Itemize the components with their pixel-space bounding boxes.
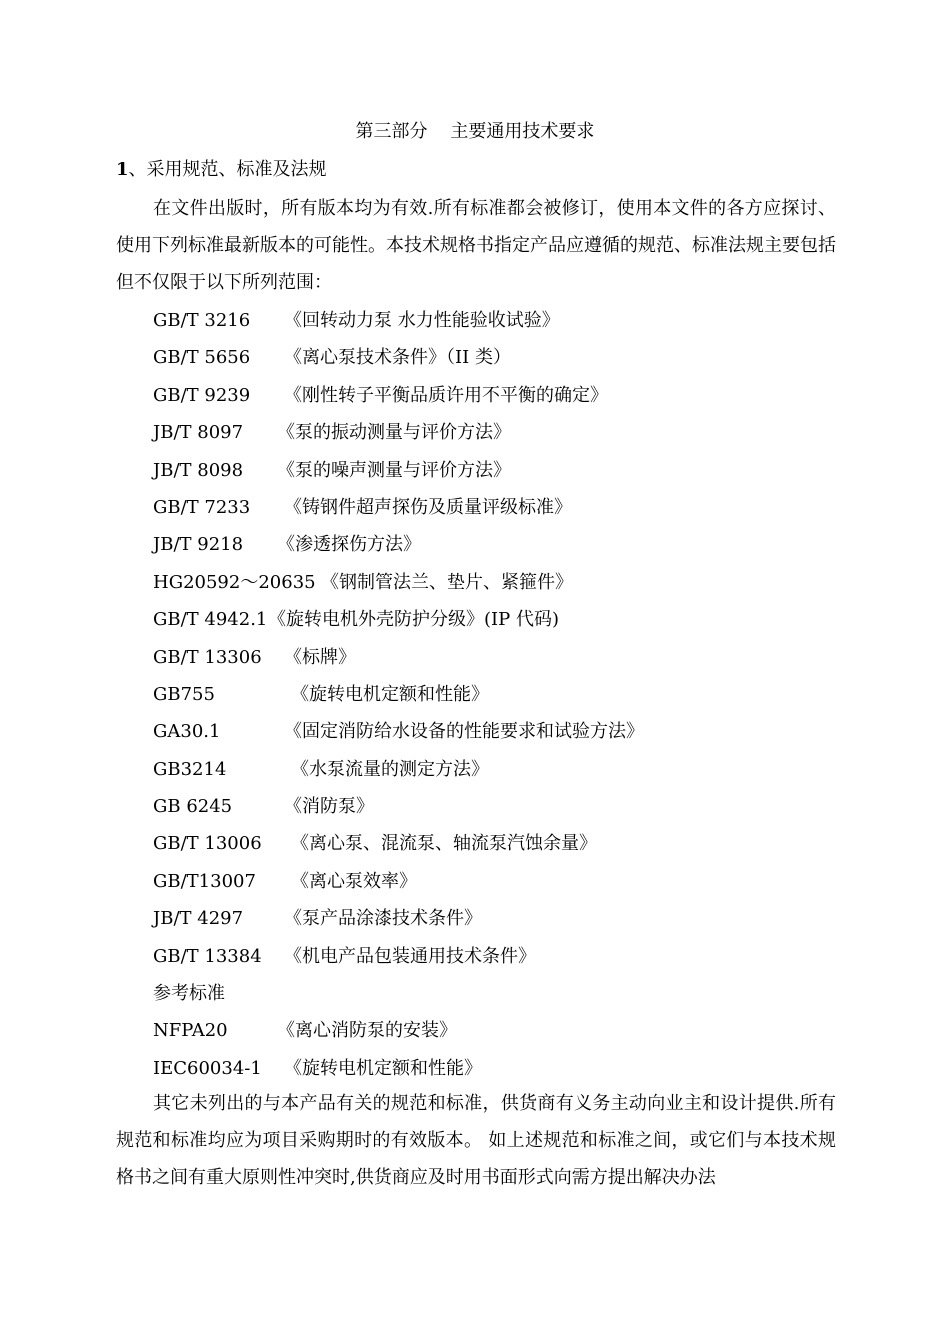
standard-name: 《渗透探伤方法》 bbox=[277, 534, 421, 556]
standard-item bbox=[153, 1050, 793, 1087]
standard-item bbox=[153, 639, 793, 676]
standard-code: GB/T 5656 bbox=[153, 347, 251, 369]
reference-label: 参考标准 bbox=[153, 983, 225, 1005]
standard-item bbox=[153, 751, 793, 788]
standard-name: 《钢制管法兰、垫片、紧箍件》 bbox=[321, 571, 573, 593]
standard-name: 《消防泵》 bbox=[284, 796, 374, 818]
standards-list bbox=[153, 302, 793, 1087]
intro-paragraph: 在文件出版时，所有版本均为有效.所有标准都会被修订，使用本文件的各方应探讨、使用下列标准最新版本的可能性。本技术规格书指定产品应遵循的规范、标准法规主要包括但不仅限于以下所列范围： bbox=[116, 198, 836, 293]
standard-name: 《旋转电机定额和性能》 bbox=[284, 1057, 482, 1079]
reference-standards-label bbox=[153, 975, 793, 1012]
standard-name: 《固定消防给水设备的性能要求和试验方法》 bbox=[284, 721, 644, 743]
standard-name: 《离心消防泵的安装》 bbox=[277, 1020, 457, 1042]
standard-code: GB755 bbox=[153, 683, 215, 705]
standard-code: NFPA20 bbox=[153, 1020, 228, 1042]
standard-name: 《旋转电机外壳防护分级》(IP 代码) bbox=[268, 609, 559, 631]
section-heading bbox=[116, 158, 327, 182]
standard-name: 《离心泵、混流泵、轴流泵汽蚀余量》 bbox=[291, 833, 597, 855]
standard-item bbox=[153, 825, 793, 862]
standard-item bbox=[153, 489, 793, 526]
standard-item bbox=[153, 713, 793, 750]
standard-code: JB/T 8097 bbox=[153, 422, 244, 444]
standard-code: GB/T 13384 bbox=[153, 945, 262, 967]
standard-item bbox=[153, 302, 793, 339]
standard-item bbox=[153, 938, 793, 975]
standard-code: JB/T 4297 bbox=[153, 908, 244, 930]
standard-code: GB/T 9239 bbox=[153, 384, 251, 406]
standard-name: 《离心泵效率》 bbox=[291, 870, 417, 892]
standard-name: 《泵的振动测量与评价方法》 bbox=[277, 422, 511, 444]
standard-name: 《刚性转子平衡品质许用不平衡的确定》 bbox=[284, 384, 608, 406]
standard-item bbox=[153, 601, 793, 638]
standard-item bbox=[153, 900, 793, 937]
section-heading-text: 、采用规范、标准及法规 bbox=[128, 159, 327, 180]
standard-code: GB/T 13006 bbox=[153, 833, 262, 855]
standard-item bbox=[153, 414, 793, 451]
standard-name: 《铸钢件超声探伤及质量评级标准》 bbox=[284, 496, 572, 518]
standard-name: 《旋转电机定额和性能》 bbox=[291, 683, 489, 705]
page-title: 第三部分 主要通用技术要求 bbox=[355, 121, 595, 142]
standard-item bbox=[153, 526, 793, 563]
standard-item bbox=[153, 377, 793, 414]
standard-name: 《标牌》 bbox=[284, 646, 356, 668]
standard-code: GB/T 4942.1 bbox=[153, 609, 268, 631]
standard-item bbox=[153, 339, 793, 376]
standard-code: GB/T 7233 bbox=[153, 496, 251, 518]
standard-code: GB3214 bbox=[153, 758, 227, 780]
standard-item bbox=[153, 1012, 793, 1049]
standard-item bbox=[153, 452, 793, 489]
standard-name: 《离心泵技术条件》（II 类） bbox=[284, 347, 511, 369]
standard-code: IEC60034-1 bbox=[153, 1057, 262, 1079]
standard-item bbox=[153, 676, 793, 713]
standard-item bbox=[153, 788, 793, 825]
standard-name: 《水泵流量的测定方法》 bbox=[291, 758, 489, 780]
standard-code: HG20592～20635 bbox=[153, 571, 316, 593]
standard-name: 《回转动力泵 水力性能验收试验》 bbox=[284, 310, 560, 331]
standard-name: 《机电产品包装通用技术条件》 bbox=[284, 945, 536, 967]
standard-code: GA30.1 bbox=[153, 721, 221, 743]
standard-code: JB/T 8098 bbox=[153, 459, 244, 481]
standard-item bbox=[153, 564, 793, 601]
standard-code: GB/T13007 bbox=[153, 870, 256, 892]
standard-code: GB 6245 bbox=[153, 796, 233, 818]
standard-name: 《泵的噪声测量与评价方法》 bbox=[277, 459, 511, 481]
closing-paragraph: 其它未列出的与本产品有关的规范和标准，供货商有义务主动向业主和设计提供.所有规范和标准均应为项目采购期时的有效版本。 如上述规范和标准之间，或它们与本技术规格书之间有重大原则性冲突时,供货商应及时用书面形式向需方提出解决办法 bbox=[116, 1093, 836, 1188]
standard-item bbox=[153, 863, 793, 900]
standard-name: 《泵产品涂漆技术条件》 bbox=[284, 908, 482, 930]
standard-code: JB/T 9218 bbox=[153, 534, 244, 556]
standard-code: GB/T 13306 bbox=[153, 646, 262, 668]
section-number: 1 bbox=[116, 159, 129, 180]
standard-code: GB/T 3216 bbox=[153, 310, 251, 331]
